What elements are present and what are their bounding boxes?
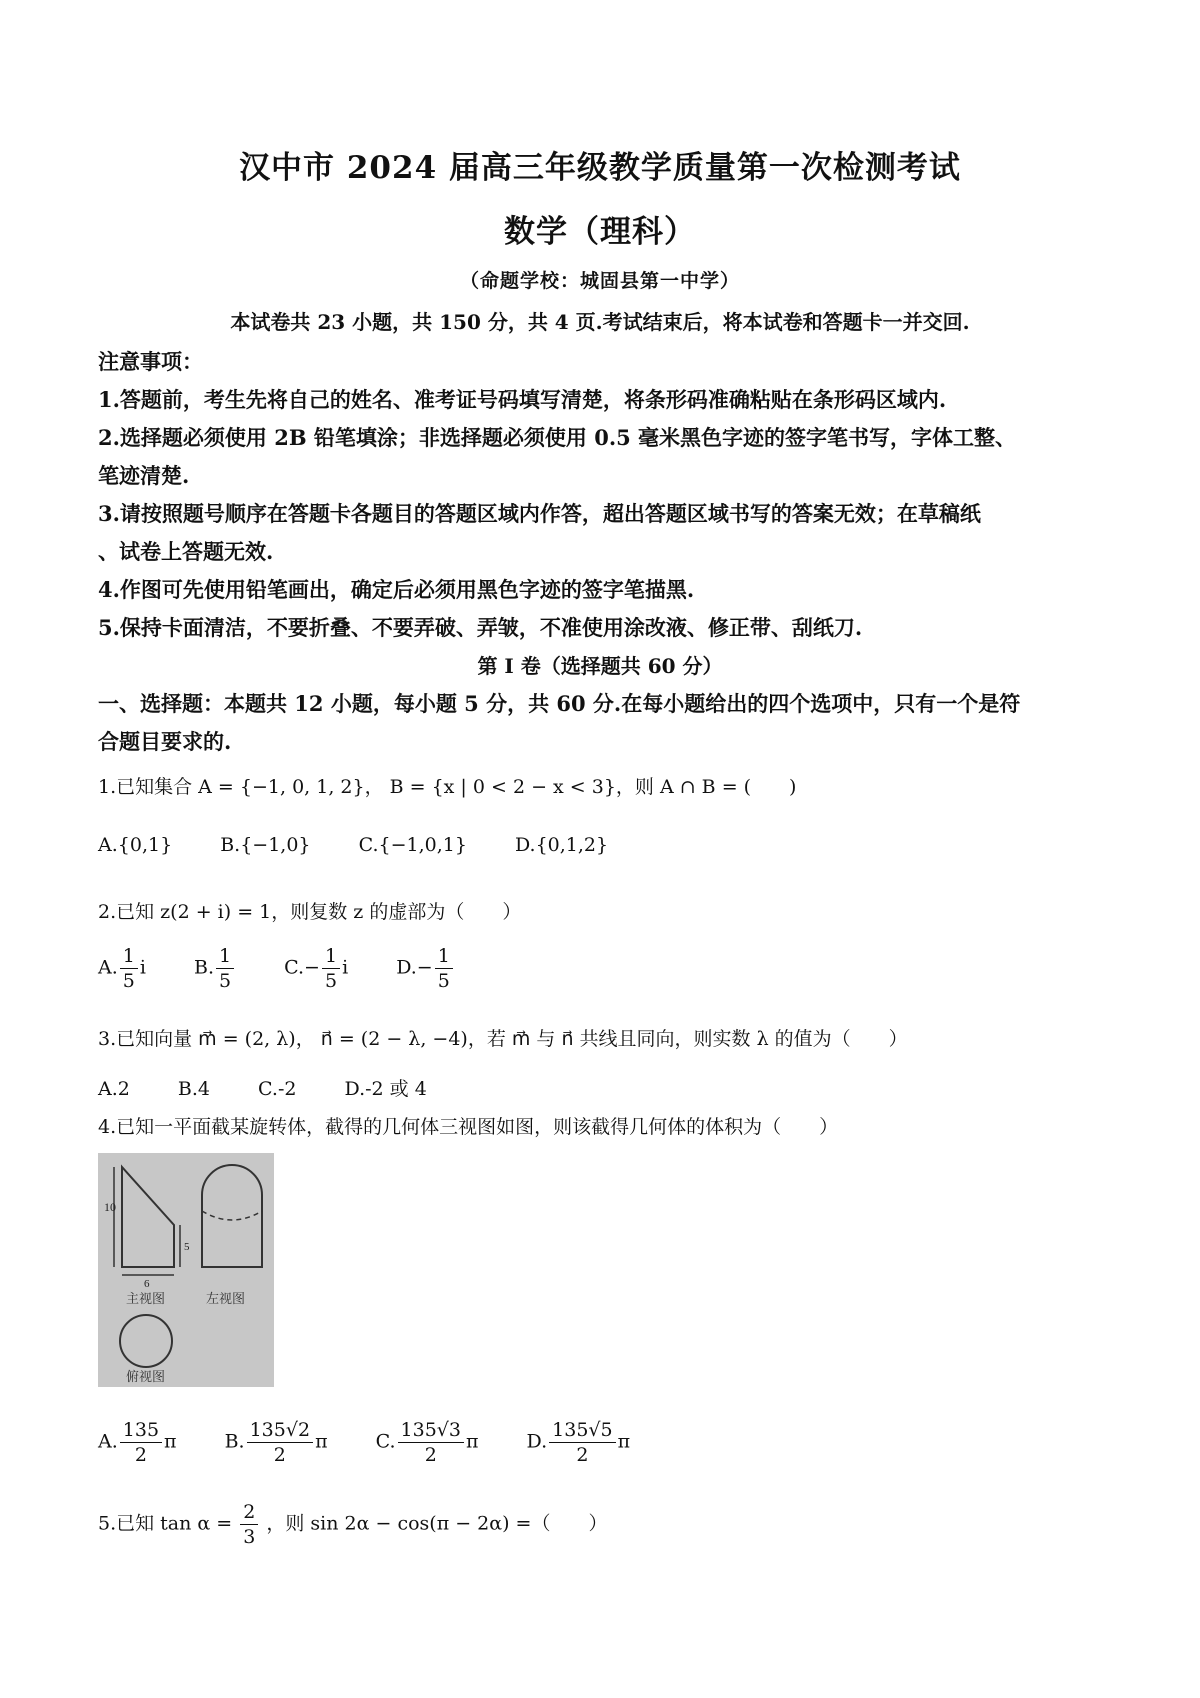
question-3-stem: 3.已知向量 m⃗ = (2, λ)， n⃗ = (2 − λ, −4)，若 m⃗ 与 n⃗ 共线且同向，则实数 λ 的值为（ ） xyxy=(98,1028,908,1050)
option-prefix: D. xyxy=(396,956,417,979)
note-3b: 、试卷上答题无效. xyxy=(98,539,274,564)
question-2-option-b[interactable] xyxy=(194,944,236,993)
option-prefix: B. xyxy=(224,1430,245,1453)
question-1-option-c[interactable]: C.{−1,0,1} xyxy=(358,834,467,856)
fraction-numerator: 135√5 xyxy=(549,1418,615,1443)
fraction-numerator: 2 xyxy=(240,1500,258,1525)
section-intro-b: 合题目要求的. xyxy=(98,729,232,754)
option-sign: − xyxy=(304,956,320,979)
option-prefix: A. xyxy=(98,956,118,979)
fraction xyxy=(120,944,138,993)
option-prefix: C. xyxy=(375,1430,396,1453)
fraction-denominator: 2 xyxy=(424,1444,437,1466)
option-suffix: π xyxy=(465,1430,479,1453)
note-2a: 2.选择题必须使用 2B 铅笔填涂；非选择题必须使用 0.5 毫米黑色字迹的签字笔书写，字体工整、 xyxy=(98,425,1017,450)
exam-subject: 数学（理科） xyxy=(504,214,696,250)
option-prefix: C. xyxy=(284,956,305,979)
option-suffix: i xyxy=(139,956,146,979)
question-2-options xyxy=(98,944,1118,993)
fraction xyxy=(549,1418,615,1467)
question-4-option-b[interactable] xyxy=(225,1418,328,1467)
question-1-option-b[interactable]: B.{−1,0} xyxy=(220,834,311,856)
note-2b: 笔迹清楚. xyxy=(98,463,190,488)
notes-heading: 注意事项： xyxy=(98,349,203,374)
option-suffix: π xyxy=(315,1430,328,1453)
question-5-rest: ，则 sin 2α − cos(π − 2α) =（ ） xyxy=(266,1512,608,1535)
note-1: 1.答题前，考生先将自己的姓名、准考证号码填写清楚，将条形码准确粘贴在条形码区域内. xyxy=(98,387,947,412)
question-2-option-a[interactable] xyxy=(98,944,146,993)
fraction-denominator: 5 xyxy=(122,970,135,992)
question-3-option-d[interactable]: D.-2 或 4 xyxy=(344,1078,427,1100)
exam-intro: 本试卷共 23 小题，共 150 分，共 4 页.考试结束后，将本试卷和答题卡一并交回. xyxy=(230,310,970,334)
fraction-denominator: 5 xyxy=(437,970,450,992)
three-view-figure xyxy=(98,1153,274,1387)
question-2-stem: 2.已知 z(2 + i) = 1，则复数 z 的虚部为（ ） xyxy=(98,901,522,923)
section-intro-a: 一、选择题：本题共 12 小题，每小题 5 分，共 60 分.在每小题给出的四个选项中，只有一个是符 xyxy=(98,691,1021,716)
top-view-label: 俯视图 xyxy=(126,1370,166,1385)
question-1-option-d[interactable]: D.{0,1,2} xyxy=(514,834,609,856)
question-4-option-d[interactable] xyxy=(527,1418,631,1467)
exam-school: （命题学校：城固县第一中学） xyxy=(459,270,740,292)
fraction-denominator: 5 xyxy=(219,970,232,992)
fraction xyxy=(120,1418,162,1467)
option-suffix: π xyxy=(164,1430,177,1453)
fraction-denominator: 2 xyxy=(273,1444,286,1466)
fraction-denominator: 2 xyxy=(576,1444,589,1466)
base-dimension-label: 6 xyxy=(144,1278,150,1290)
question-1-stem: 1.已知集合 A = {−1, 0, 1, 2}， B = {x | 0 < 2 − x < 3}，则 A ∩ B = ( ) xyxy=(98,776,797,798)
question-4-stem: 4.已知一平面截某旋转体，截得的几何体三视图如图，则该截得几何体的体积为（ ） xyxy=(98,1116,839,1138)
question-4-options xyxy=(98,1418,1118,1467)
question-5-stem xyxy=(98,1500,1118,1549)
note-5: 5.保持卡面清洁，不要折叠、不要弄破、弄皱，不准使用涂改液、修正带、刮纸刀. xyxy=(98,615,863,640)
exam-title: 汉中市 2024 届高三年级教学质量第一次检测考试 xyxy=(239,150,961,186)
option-sign: − xyxy=(416,956,433,979)
question-4-option-c[interactable] xyxy=(376,1418,479,1467)
question-5-prefix: 5.已知 tan α = xyxy=(98,1512,233,1535)
fraction xyxy=(216,944,234,993)
option-prefix: B. xyxy=(193,956,214,979)
fraction-denominator: 3 xyxy=(243,1526,256,1548)
option-suffix: π xyxy=(617,1430,631,1453)
option-prefix: A. xyxy=(98,1430,118,1453)
fraction xyxy=(240,1500,258,1549)
option-prefix: D. xyxy=(526,1430,548,1453)
three-view-drawing xyxy=(98,1153,274,1387)
note-4: 4.作图可先使用铅笔画出，确定后必须用黑色字迹的签字笔描黑. xyxy=(98,577,695,602)
fraction-numerator: 1 xyxy=(322,944,340,969)
question-3-option-b[interactable]: B.4 xyxy=(177,1078,210,1100)
fraction xyxy=(247,1418,313,1467)
note-3a: 3.请按照题号顺序在答题卡各题目的答题区域内作答，超出答题区域书写的答案无效；在草稿纸 xyxy=(98,501,981,526)
question-3-option-c[interactable]: C.-2 xyxy=(258,1078,297,1100)
fraction xyxy=(398,1418,464,1467)
question-2-option-c[interactable] xyxy=(284,944,348,993)
fraction-numerator: 1 xyxy=(120,944,138,969)
question-3-options xyxy=(98,1074,1118,1101)
part-title: 第 I 卷（选择题共 60 分） xyxy=(477,654,723,678)
fraction xyxy=(435,944,453,993)
side-view-label: 左视图 xyxy=(206,1292,246,1307)
side-view-dashed-curve xyxy=(202,1211,262,1220)
front-view-shape xyxy=(122,1167,174,1267)
question-2-option-d[interactable] xyxy=(396,944,455,993)
fraction-numerator: 135√2 xyxy=(247,1418,313,1443)
fraction-numerator: 1 xyxy=(435,944,453,969)
fraction-numerator: 135√3 xyxy=(398,1418,464,1443)
question-3-option-a[interactable]: A.2 xyxy=(98,1078,130,1100)
fraction-numerator: 135 xyxy=(120,1418,162,1443)
top-view-shape xyxy=(120,1315,172,1367)
front-view-label: 主视图 xyxy=(126,1292,166,1307)
fraction-numerator: 1 xyxy=(216,944,234,969)
fraction-denominator: 5 xyxy=(324,970,338,992)
question-1-options xyxy=(98,834,1118,856)
fraction xyxy=(322,944,340,993)
fraction-denominator: 2 xyxy=(134,1444,147,1466)
question-1-option-a[interactable]: A.{0,1} xyxy=(98,834,173,856)
question-4-option-a[interactable] xyxy=(98,1418,177,1467)
height-dimension-label: 10 xyxy=(104,1200,116,1214)
option-suffix: i xyxy=(342,956,349,979)
side-dimension-label: 5 xyxy=(184,1241,190,1253)
